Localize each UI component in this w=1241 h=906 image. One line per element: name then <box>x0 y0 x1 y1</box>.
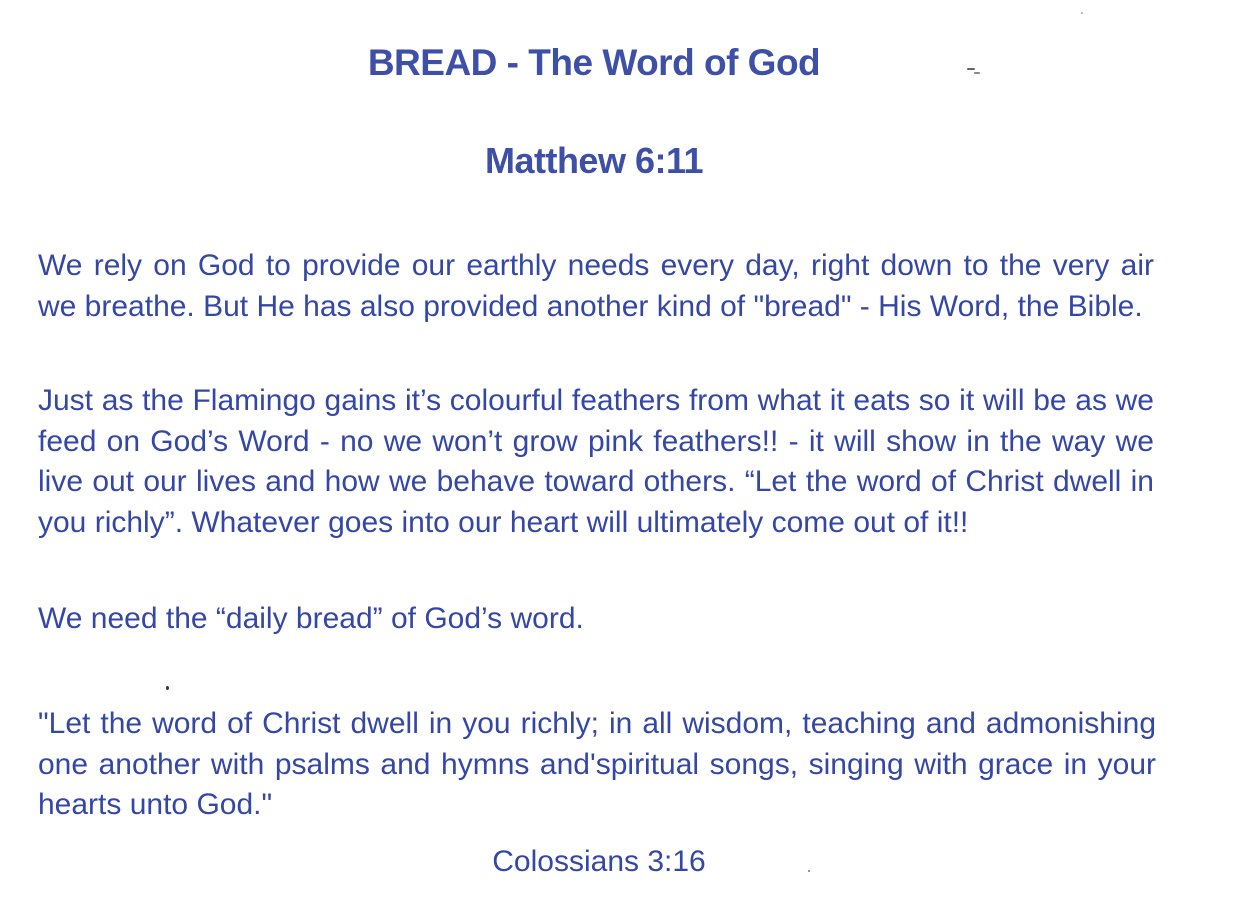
scripture-quote: "Let the word of Christ dwell in you richly; in all wisdom, teaching and admonishing one another with psalms and hymns and'spiritual songs, singing with grace in your hearts unto God." <box>38 707 1156 821</box>
scan-speck <box>974 72 980 74</box>
scan-speck <box>1081 12 1083 14</box>
scan-speck <box>808 870 810 872</box>
scripture-reference-heading: Matthew 6:11 <box>484 140 704 181</box>
scan-speck <box>967 68 975 70</box>
paragraph-flamingo: Just as the Flamingo gains it’s colourful feathers from what it eats so it will be as we feed on God’s Word - no we won’t grow pink feathers!! - it will show in the way we live out our lives and how we behave toward others. “Let the word of Christ dwell in you richly”. Whatever goes into our heart will ultimately come out of it!! <box>38 384 1154 539</box>
document-title: BREAD - The Word of God <box>367 42 821 83</box>
quote-reference: Colossians 3:16 <box>492 845 706 878</box>
paragraph-daily-bread: We need the “daily bread” of God’s word. <box>38 602 584 635</box>
scan-speck <box>166 686 169 690</box>
paragraph-intro: We rely on God to provide our earthly needs every day, right down to the very air we breathe. But He has also provided another kind of "bread" - His Word, the Bible. <box>38 249 1154 323</box>
